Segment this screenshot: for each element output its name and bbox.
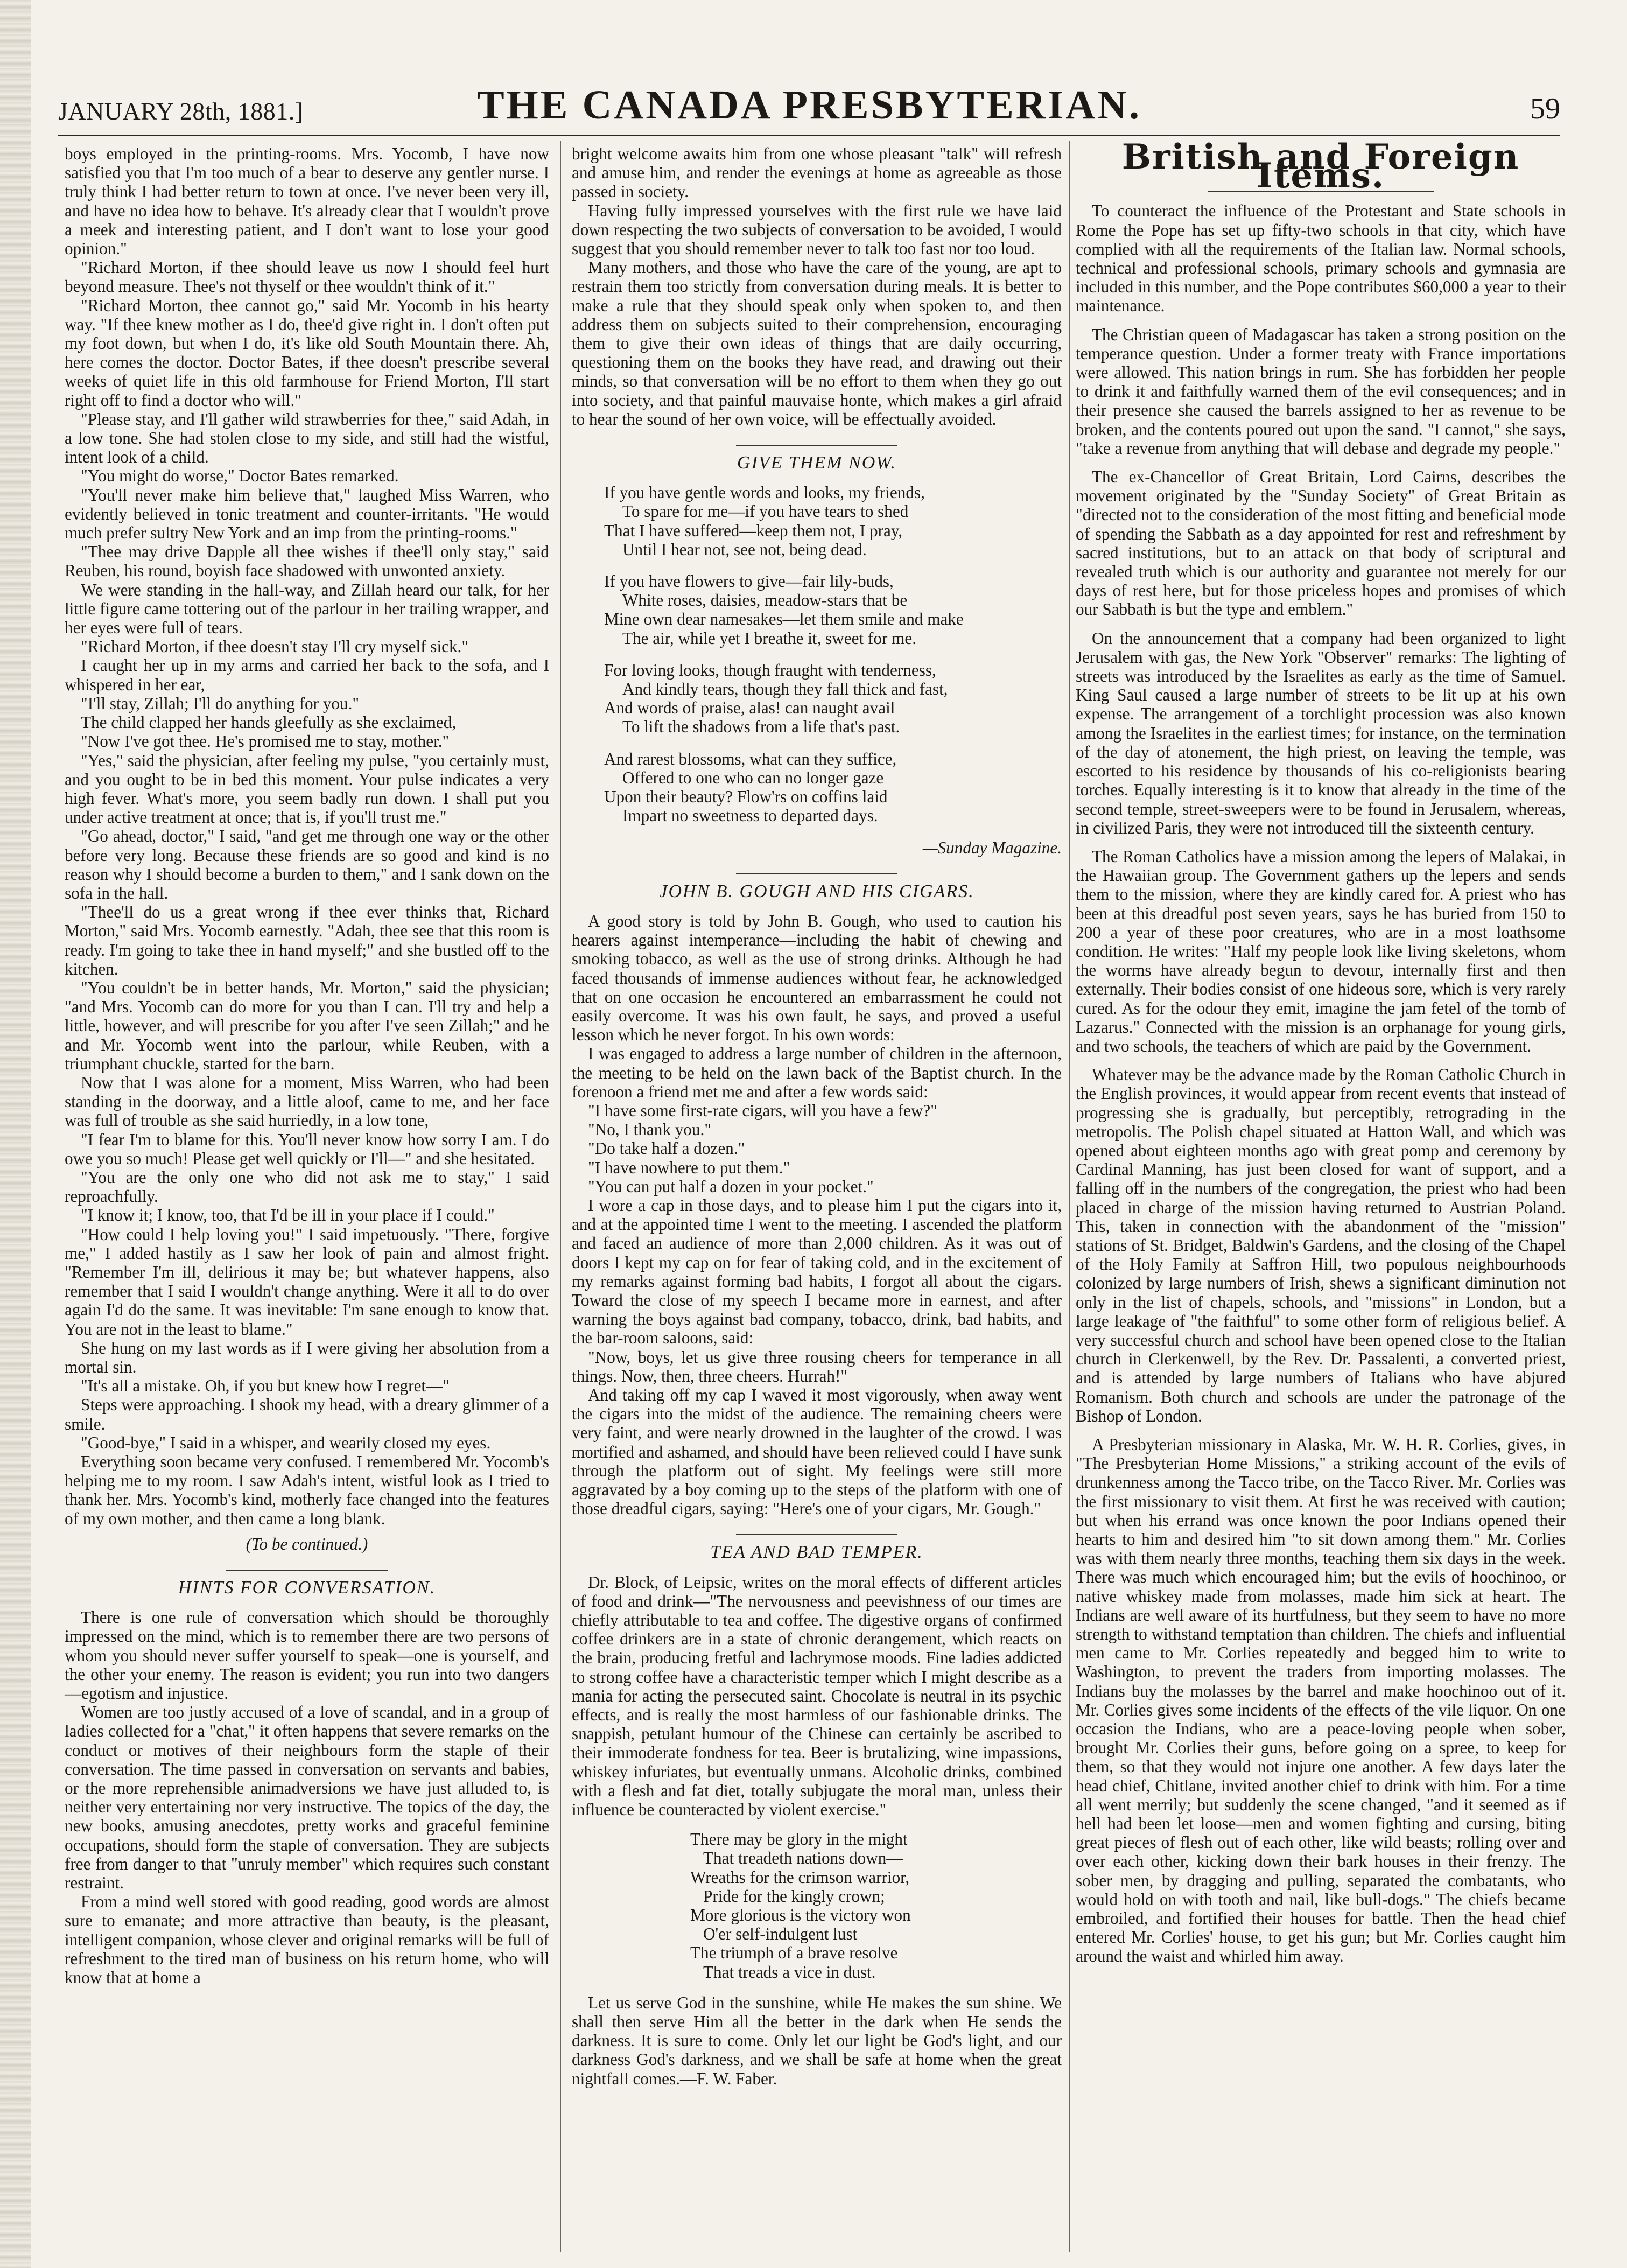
paragraph: "Go ahead, doctor," I said, "and get me through one way or the other before very long. Because these friends are so good and kind is no reason why I should become a burden to them," and I sank down on the sofa in the hall. [65,827,549,902]
paragraph: The child clapped her hands gleefully as she exclaimed, [81,713,457,732]
page-number: 59 [1530,92,1560,125]
news-item: A Presbyterian missionary in Alaska, Mr. W. H. R. Corlies, gives, in "The Presbyterian Home Missions," a striking account of the evils of drunkenness among the Tacco tribe, on the Tacco River. Mr. Corlies was the first missionary to visit them. At first he was received with caution; but when his errand was once known the poor Indians opened their hearts to him and desired him "to sit down among them." Mr. Corlies was with them nearly three months, teaching them six days in the week. There was much which encouraged him; but the evils of hoochinoo, or native whiskey made from molasses, made him sick at heart. The Indians are well aware of its hurtfulness, but they seem to have no more strength to withstand temptation than children. The chiefs and influential men came to Mr. Corlies repeatedly and begged him to write to Washington, to prevent the traders from importing molasses. The Indians buy the molasses by the barrel and make hoochinoo out of it. Mr. Corlies gives some incidents of the effects of the vile liquor. On one occasion the Indians, who are a peace-loving people when sober, brought Mr. Corlies their guns, before going on a spree, to keep for them, so that they would not injure one another. A few days later the head chief, Chitlane, invited another chief to drink with him. For a time all went merrily; but suddenly the scene changed, "and it seemed as if hell had been let loose—men and women fighting and cursing, biting great pieces of flesh out of each other, like wild beasts; rolling over and over each other, kicking down their bark houses in their frenzy. The sober men, by dragging and pulling, separated the combatants, who would hold on with tooth and nail, like bull-dogs." The chiefs became embroiled, and fortified their houses for battle. Then the head chief entered Mr. Corlies' house, to get his gun; but Mr. Corlies caught him around the waist and whirled him away. [1076,1435,1566,1966]
article-tea-and-bad-temper [572,1534,1062,2088]
paragraph: Many mothers, and those who have the care of the young, are apt to restrain them too strictly from conversation during meals. It is better to make a rule that they should speak only when spoken to, and then address them on subjects suited to their comprehension, encouraging them to give their own ideas of things that are daily occurring, questioning them on the books they have read, and drawing out their minds, so that conversation will be no effort to them when they go out into society, and that painful mauvaise honte, which makes a girl afraid to hear the sound of her own voice, will be effectually avoided. [572,258,1062,429]
article-heading: TEA AND BAD TEMPER. [572,1534,1062,1562]
page-binding-edge [0,0,31,2268]
stanza [604,483,1062,559]
verse-line: Offered to one who can no longer gaze [622,768,884,787]
verse-line: More glorious is the victory won [690,1906,911,1925]
masthead-title: THE CANADA PRESBYTERIAN. [476,82,1142,128]
paragraph: "Do take half a dozen." [588,1139,745,1158]
paragraph: "Good-bye," I said in a whisper, and wearily closed my eyes. [81,1433,491,1452]
closing-verse [690,1830,1062,1982]
paragraph: "Yes," said the physician, after feeling my pulse, "you certainly must, and you ought to be in bed this moment. Your pulse indicates a very high fever. What's more, you seem badly run down. I shall put you under active treatment at once; that is, if you'll trust me." [65,751,549,827]
verse-line: If you have flowers to give—fair lily-buds, [604,572,894,591]
to-be-continued: (To be continued.) [246,1534,368,1553]
stanza [604,750,1062,825]
verse-line: If you have gentle words and looks, my friends, [604,483,925,502]
stanza [604,572,1062,648]
verse-line: That treads a vice in dust. [703,1962,876,1982]
verse-line: For loving looks, though fraught with tenderness, [604,660,936,680]
paragraph: "I'll stay, Zillah; I'll do anything for you." [81,694,360,713]
news-item: To counteract the influence of the Protestant and State schools in Rome the Pope has set up fifty-two schools in that city, which have complied with all the requirements of the Italian law. Normal schools, technical and professional schools, primary schools and gymnasia are included in this number, and the Pope contributes $60,000 a year to their maintenance. [1076,201,1566,316]
verse-line: And words of praise, alas! can naught avail [604,698,895,718]
verse-line: Pride for the kingly crown; [703,1886,885,1906]
paragraph: From a mind well stored with good reading, good words are almost sure to emanate; and more attractive than beauty, is the pleasant, intelligent companion, whose clever and original remarks will be full of refreshment to the tired man of business on his return home, who will know that at home a [65,1892,549,1987]
column-3 [1076,137,1566,1966]
news-item: The Roman Catholics have a mission among the lepers of Malakai, in the Hawaiian group. The Government gathers up the lepers and sends them to the mission, where they are kindly cared for. A priest who has been at this dreadful post seven years, says he has buried from 150 to 200 a year of these poor creatures, who are in a most loathsome condition. He writes: "Half my people look like living skeletons, whom the worms have already begun to devour, internally first and then externally. Their bodies consist of one hideous sore, which is very rarely cured. As for the odour they emit, imagine the jam fetel of the tomb of Lazarus." Connected with the mission is an orphanage for young girls, and two schools, the teachers of which are paid by the Government. [1076,846,1566,1055]
column-2 [572,144,1062,2088]
paragraph: Everything soon became very confused. I remembered Mr. Yocomb's helping me to my room. I saw Adah's intent, wistful look as I tried to thank her. Mrs. Yocomb's kind, motherly face changed into the features of my own mother, and then came a long blank. [65,1452,549,1528]
verse-line: And rarest blossoms, what can they suffice, [604,749,897,768]
paragraph: I wore a cap in those days, and to please him I put the cigars into it, and at the appointed time I went to the meeting. I ascended the platform and faced an audience of more than 2,000 children. As it was out of doors I kept my cap on for fear of taking cold, and in the excitement of my remarks against forming bad habits, I forgot all about the cigars. Toward the close of my speech I became more in earnest, and after warning the boys against bad company, tobacco, drink, bad habits, and the bar-room saloons, said: [572,1195,1062,1348]
verse-line: White roses, daisies, meadow-stars that be [622,591,908,610]
poem-source: —Sunday Magazine. [922,838,1062,857]
paragraph: "I have some first-rate cigars, will you have a few?" [588,1101,937,1120]
section-heading: British and Foreign Items. [1076,148,1566,192]
paragraph: "You can put half a dozen in your pocket." [588,1177,874,1196]
paragraph: "I know it; I know, too, that I'd be ill in your place if I could." [81,1206,495,1225]
paragraph: A good story is told by John B. Gough, who used to caution his hearers against intemperance—including the habit of chewing and smoking tobacco, as well as the use of strong drinks. Although he had faced thousands of immense audiences without fear, he acknowledged that on one occasion he encountered an embarrassment he could not easily overcome. It was his own fault, he says, and proved a useful lesson which he never forgot. In his own words: [572,911,1062,1045]
paragraph: "You are the only one who did not ask me to stay," I said reproachfully. [65,1167,549,1206]
article-gough-cigars [572,873,1062,1518]
paragraph: I caught her up in my arms and carried her back to the sofa, and I whispered in her ear, [65,656,549,694]
verse-line: There may be glory in the might [690,1830,908,1849]
verse-line: Until I hear not, see not, being dead. [622,540,867,559]
paragraph: "Now, boys, let us give three rousing cheers for temperance in all things. Now, then, three cheers. Hurrah!" [572,1347,1062,1385]
paragraph: "Richard Morton, thee cannot go," said Mr. Yocomb in his hearty way. "If thee knew mother as I do, thee'd give right in. I don't often put my foot down, but when I do, it's like old South Mountain there. Ah, here comes the doctor. Doctor Bates, if thee doesn't prescribe several weeks of quiet life in this old farmhouse for Friend Morton, I'll start right off to find a doctor who will." [65,296,549,410]
paragraph: And taking off my cap I waved it most vigorously, when away went the cigars into the midst of the audience. The remaining cheers were very faint, and were nearly drowned in the laughter of the crowd. I was mortified and ashamed, and should have been relieved could I have sunk through the platform out of sight. My feelings were still more aggravated by a boy coming up to the steps of the platform with one of those dreadful cigars, saying: "Here's one of your cigars, Mr. Gough." [572,1385,1062,1518]
paragraph: "No, I thank you." [588,1120,712,1139]
article-heading: HINTS FOR CONVERSATION. [65,1570,549,1597]
paragraph: bright welcome awaits him from one whose pleasant "talk" will refresh and amuse him, and render the evenings at home as agreeable as those passed in society. [572,144,1062,201]
news-item: The Christian queen of Madagascar has taken a strong position on the temperance question. Under a former treaty with France importations were allowed. This nation brings in rum. She has forbidden her people to drink it and faithfully warned them of the evil consequences; and in their presence she caused the barrels assigned to her as revenue to be broken, and the contents poured out upon the sand. "I cannot," she says, "take a revenue from anything that will debase and degrade my people." [1076,325,1566,458]
column-1 [65,144,549,1987]
verse-line: To spare for me—if you have tears to shed [622,502,909,521]
header-rule [58,135,1560,136]
paragraph: "How could I help loving you!" I said impetuously. "There, forgive me," I added hastily as I saw her look of pain and almost fright. "Remember I'm ill, delirious it may be; but whatever happens, also remember that I said I wouldn't change anything. Were it all to do over again I'd do the same. It was inevitable: I'm sane enough to know that. You are not in the least to blame." [65,1224,549,1339]
verse-line: Wreaths for the crimson warrior, [690,1867,910,1887]
verse-line: That I have suffered—keep them not, I pray, [604,521,903,540]
paragraph: "Thee'll do us a great wrong if thee ever thinks that, Richard Morton," said Mrs. Yocomb earnestly. "Adah, thee see that this room is ready. I'm going to take thee in hand myself;" and she bustled off to the kitchen. [65,902,549,978]
paragraph: She hung on my last words as if I were giving her absolution from a mortal sin. [65,1338,549,1376]
verse-line: O'er self-indulgent lust [703,1924,858,1944]
paragraph: Let us serve God in the sunshine, while He makes the sun shine. We shall then serve Him all the better in the dark when He sends the darkness. It is sure to come. Only let our light be God's light, and our darkness God's darkness, and we shall be safe at home when the great nightfall comes.—F. W. Faber. [572,1993,1062,2088]
paragraph: "Thee may drive Dapple all thee wishes if thee'll only stay," said Reuben, his round, boyish face shadowed with unwonted anxiety. [65,542,549,580]
column-divider [560,141,561,2252]
paragraph: "You couldn't be in better hands, Mr. Morton," said the physician; "and Mrs. Yocomb can do more for you than I can. I'll try and help a little, however, and will prescribe for you after I've seen Zillah;" and he and Mr. Yocomb went into the parlour, while Reuben, with a triumphant chuckle, started for the barn. [65,978,549,1073]
verse-line: Mine own dear namesakes—let them smile and make [604,610,964,629]
news-item: The ex-Chancellor of Great Britain, Lord Cairns, describes the movement originated by the "Sunday Society" of Great Britain as "directed not to the consideration of the most fitting and beneficial mode of spending the Sabbath as a day appointed for rest and refreshment by sacred institutions, but to an attack on that body of scriptural and revealed truth which is our authority and guarantee not merely for our days of rest here, but for those priceless hopes and promises of which our Sabbath is but the type and emblem." [1076,467,1566,619]
paragraph: "I have nowhere to put them." [588,1158,790,1177]
verse-line: The triumph of a brave resolve [690,1943,898,1963]
paragraph: "Now I've got thee. He's promised me to stay, mother." [81,732,450,751]
paragraph: "I fear I'm to blame for this. You'll never know how sorry I am. I do owe you so much! Please get well quickly or I'll—" and she hesitated. [65,1130,549,1168]
paragraph: Women are too justly accused of a love of scandal, and in a group of ladies collected for a "chat," it often happens that severe remarks on the conduct or motives of their neighbours form the staple of their conversation. The time passed in conversation on servants and babies, or the more reprehensible animadversions we have just alluded to, is neither very entertaining nor very instructive. The topics of the day, the new books, amusing anecdotes, pretty works and graceful feminine occupations, should form the staple of conversation. They are subjects free from danger to that "unruly member" which requires such constant restraint. [65,1703,549,1893]
paragraph: boys employed in the printing-rooms. Mrs. Yocomb, I have now satisfied you that I'm too much of a bear to deserve any gentler nurse. I truly think I had better return to town at once. I've never been very ill, and have no idea how to behave. It's already clear that I wouldn't prove a meek and interesting patient, and I don't want to lose your good opinion." [65,144,549,258]
paragraph: "Please stay, and I'll gather wild strawberries for thee," said Adah, in a low tone. She had stolen close to my side, and still had the wistful, intent look of a child. [65,409,549,467]
issue-date: JANUARY 28th, 1881.] [58,97,304,125]
page-header [58,82,1560,131]
article-heading: JOHN B. GOUGH AND HIS CIGARS. [572,873,1062,901]
verse-line: That treadeth nations down— [703,1849,903,1868]
paragraph: Now that I was alone for a moment, Miss Warren, who had been standing in the doorway, and a little aloof, came to me, and her face was full of trouble as she said hurriedly, in a low tone, [65,1073,549,1130]
verse-line: To lift the shadows from a life that's past. [622,717,900,737]
verse-line: The air, while yet I breathe it, sweet for me. [622,628,917,648]
paragraph: "You might do worse," Doctor Bates remarked. [81,466,399,486]
article-hints-for-conversation [65,1570,549,1987]
paragraph: There is one rule of conversation which should be thoroughly impressed on the mind, which is to remember there are two persons of whom you should never suffer yourself to speak—one is yourself, and the other your enemy. The reason is evident; you run into two dangers—egotism and injustice. [65,1608,549,1703]
paragraph: Steps were approaching. I shook my head, with a dreary glimmer of a smile. [65,1395,549,1433]
stanza [604,661,1062,737]
verse-line: And kindly tears, though they fall thick and fast, [622,680,948,699]
news-item: On the announcement that a company had been organized to light Jerusalem with gas, the New York "Observer" remarks: The lighting of streets was introduced by the Israelites as early as the time of Samuel. King Saul caused a large number of streets to be lit up at his own expense. The arrangement of a torchlight procession was also known among the Israelites in the earliest times; for instance, on the termination of the day of atonement, the high priest, on leaving the temple, was escorted to his residence by thousands of his co-religionists bearing torches. Equally interesting is it to know that already in the time of the second temple, street-sweepers were to be found in Jerusalem, whereas, in civilized Paris, they were not introduced till the sixteenth century. [1076,628,1566,837]
paragraph: "It's all a mistake. Oh, if you but knew how I regret—" [81,1376,450,1396]
news-item: Whatever may be the advance made by the Roman Catholic Church in the English provinces, it would appear from recent events that instead of progressing she is gradually, but perceptibly, retrograding in the metropolis. The Polish chapel situated at Hatton Wall, and which was opened about eighteen months ago with great pomp and ceremony by Cardinal Manning, has just been closed for want of support, and a falling off in the numbers of the congregation, the priest who had been placed in charge of the mission having returned to Austrian Poland. This, taken in connection with the abandonment of the "mission" stations of St. Bridget, Baldwin's Gardens, and the closing of the Chapel of the Holy Family at Saffron Hill, two populous neighbourhoods colonized by large numbers of Irish, shews a significant diminution not only in the list of chapels, schools, and "missions" in London, but a large leakage of "the faithful" to some other form of religious belief. A very successful church and school have been opened close to the Italian church in Clerkenwell, by the Rev. Dr. Passalenti, a converted priest, and is attended by large numbers of Italians who have abjured Romanism. Both church and schools are under the patronage of the Bishop of London. [1076,1065,1566,1425]
poem-heading: GIVE THEM NOW. [572,445,1062,472]
verse-line: Impart no sweetness to departed days. [622,806,878,825]
paragraph: Dr. Block, of Leipsic, writes on the moral effects of different articles of food and drink—"The nervousness and peevishness of our times are chiefly attributable to tea and coffee. The digestive organs of confirmed coffee drinkers are in a state of chronic derangement, which reacts on the brain, producing fretful and lachrymose moods. Fine ladies addicted to strong coffee have a characteristic temper which I might describe as a mania for acting the persecuted saint. Chocolate is neutral in its psychic effects, and is really the most harmless of our fashionable drinks. The snappish, petulant humour of the Chinese can certainly be ascribed to their immoderate fondness for tea. Beer is brutalizing, wine impassions, whiskey infuriates, but eventually unmans. Alcoholic drinks, combined with a flesh and fat diet, totally subjugate the moral man, unless their influence be counteracted by violent exercise." [572,1572,1062,1819]
paragraph: I was engaged to address a large number of children in the afternoon, the meeting to be held on the lawn back of the Baptist church. In the forenoon a friend met me and after a few words said: [572,1044,1062,1101]
paragraph: We were standing in the hall-way, and Zillah heard our talk, for her little figure came tottering out of the parlour in her trailing wrapper, and her eyes were full of tears. [65,580,549,638]
column-divider [1069,141,1070,2252]
paragraph: Having fully impressed yourselves with the first rule we have laid down respecting the two subjects of conversation to be avoided, I would suggest that you should remember never to talk too fast nor too loud. [572,201,1062,258]
paragraph: "Richard Morton, if thee doesn't stay I'll cry myself sick." [81,637,469,656]
story-continuation [65,144,549,1553]
paragraph: "Richard Morton, if thee should leave us now I should feel hurt beyond measure. Thee's not thyself or thee wouldn't think of it." [65,258,549,296]
verse-line: Upon their beauty? Flow'rs on coffins laid [604,787,888,807]
paragraph: "You'll never make him believe that," laughed Miss Warren, who evidently believed in tonic treatment and counter-irritants. "He would much prefer sultry New York and an imp from the printing-rooms." [65,485,549,543]
poem-give-them-now [572,445,1062,857]
